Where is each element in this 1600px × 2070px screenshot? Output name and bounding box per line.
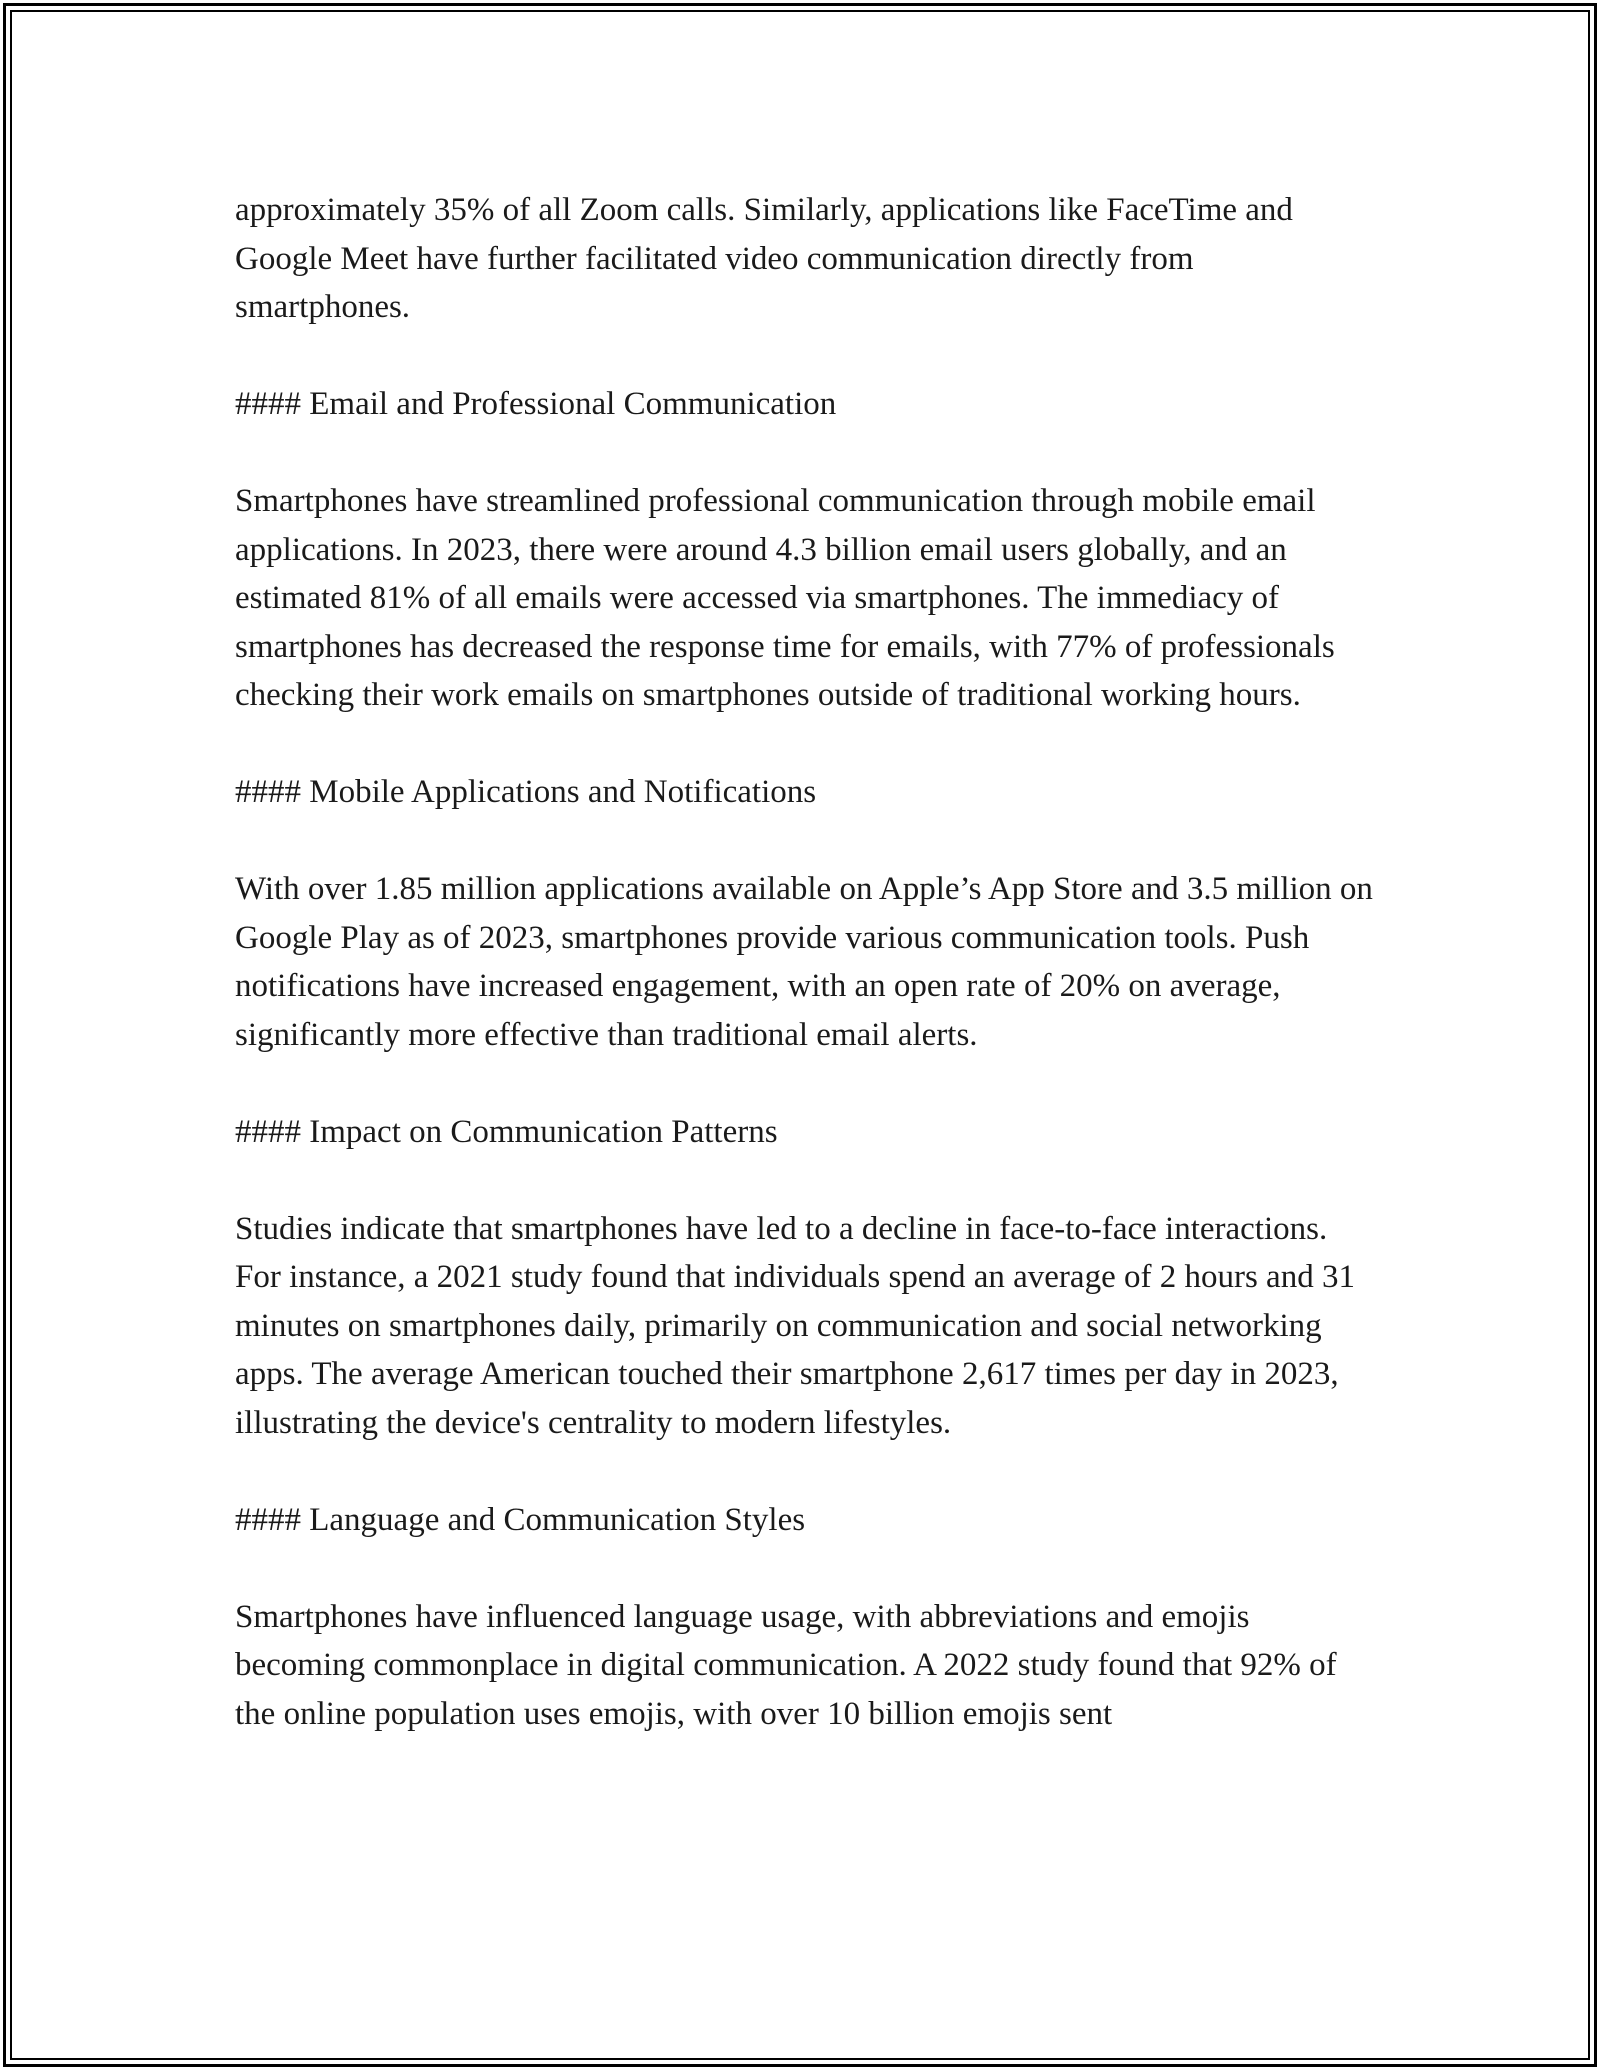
heading-language-styles: #### Language and Communication Styles xyxy=(235,1501,806,1538)
document-body xyxy=(235,186,1375,1738)
heading-communication-patterns: #### Impact on Communication Patterns xyxy=(235,1113,778,1150)
paragraph-language-styles: Smartphones have influenced language usage, with abbreviations and emojis becoming commonplace in digital communication. A 2022 study found that 92% of the online population uses emojis, with over 10 billion emojis sent xyxy=(235,1598,1337,1732)
heading-email-professional: #### Email and Professional Communication xyxy=(235,386,837,422)
paragraph-communication-patterns: Studies indicate that smartphones have led to a decline in face-to-face interactions. For instance, a 2021 study found that individuals spend an average of 2 hours and 31 minutes on smartphones daily, primarily on communication and social networking apps. The average American touched their smartphone 2,617 times per day in 2023, illustrating the device's centrality to modern lifestyles. xyxy=(235,1210,1355,1441)
paragraph-mobile-applications: With over 1.85 million applications available on Apple’s App Store and 3.5 million on Google Play as of 2023, smartphones provide various communication tools. Push notifications have increased engagement, with an open rate of 20% on average, significantly more effective than traditional email alerts. xyxy=(235,871,1373,1053)
heading-mobile-applications: #### Mobile Applications and Notifications xyxy=(235,774,817,810)
paragraph-email: Smartphones have streamlined professional communication through mobile email applications. In 2023, there were around 4.3 billion email users globally, and an estimated 81% of all emails were accessed via smartphones. The immediacy of smartphones has decreased the response time for emails, with 77% of professionals checking their work emails on smartphones outside of traditional working hours. xyxy=(235,483,1335,713)
paragraph-video-calls: approximately 35% of all Zoom calls. Similarly, applications like FaceTime and Google Meet have further facilitated video communication directly from smartphones. xyxy=(235,192,1293,325)
